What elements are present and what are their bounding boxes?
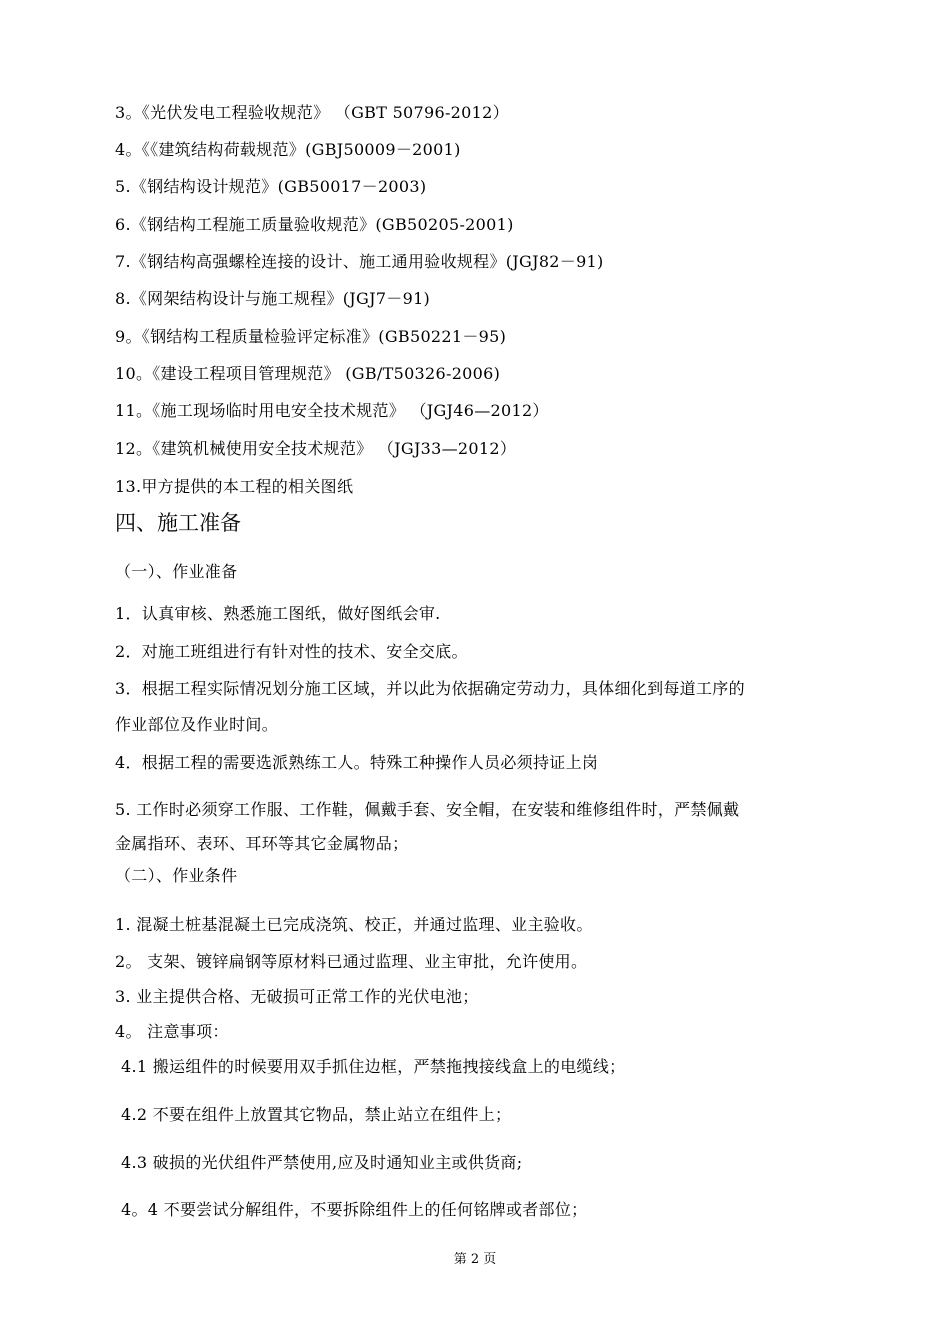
note-item: 4。4 不要尝试分解组件，不要拆除组件上的任何铭牌或者部位； [121, 1200, 588, 1219]
ref-item: 7.《钢结构高强螺栓连接的设计、施工通用验收规程》(JGJ82－91) [115, 252, 604, 271]
prep-item: 4．根据工程的需要选派熟练工人。特殊工种操作人员必须持证上岗 [115, 753, 599, 772]
note-item: 4.3 破损的光伏组件严禁使用,应及时通知业主或供货商; [121, 1153, 523, 1172]
condition-item: 3. 业主提供合格、无破损可正常工作的光伏电池； [115, 987, 479, 1006]
prep-item-continued: 作业部位及作业时间。 [115, 715, 279, 734]
page-number: 第 2 页 [453, 1252, 497, 1267]
subsection-title: （一）、作业准备 [115, 562, 238, 581]
ref-item: 12。《建筑机械使用安全技术规范》 （JGJ33—2012） [115, 439, 517, 458]
note-item: 4.2 不要在组件上放置其它物品，禁止站立在组件上； [121, 1105, 512, 1124]
prep-item: 5. 工作时必须穿工作服、工作鞋，佩戴手套、安全帽，在安装和维修组件时，严禁佩戴 [115, 800, 740, 819]
ref-item: 10。《建设工程项目管理规范》 (GB/T50326-2006) [115, 364, 501, 383]
section-title: 四、施工准备 [115, 511, 241, 535]
condition-item: 4。 注意事项： [115, 1022, 229, 1041]
ref-item: 11。《施工现场临时用电安全技术规范》 （JGJ46—2012） [115, 401, 549, 420]
subsection-title: （二）、作业条件 [115, 866, 238, 885]
prep-item: 2．对施工班组进行有针对性的技术、安全交底。 [115, 642, 468, 661]
prep-item-continued: 金属指环、表环、耳环等其它金属物品； [115, 834, 409, 853]
ref-item: 4。《《建筑结构荷载规范》(GBJ50009－2001) [115, 140, 461, 159]
prep-item: 3．根据工程实际情况划分施工区域，并以此为依据确定劳动力，具体细化到每道工序的 [115, 679, 745, 698]
ref-item: 5.《钢结构设计规范》(GB50017－2003) [115, 177, 427, 196]
note-item: 4.1 搬运组件的时候要用双手抓住边框，严禁拖拽接线盒上的电缆线； [121, 1057, 626, 1076]
condition-item: 1. 混凝土桩基混凝土已完成浇筑、校正，并通过监理、业主验收。 [115, 915, 593, 934]
ref-item: 8.《网架结构设计与施工规程》(JGJ7－91) [115, 289, 431, 308]
condition-item: 2。 支架、镀锌扁钢等原材料已通过监理、业主审批，允许使用。 [115, 952, 588, 971]
ref-item: 3。《光伏发电工程验收规范》 （GBT 50796-2012） [115, 103, 509, 122]
ref-item: 6.《钢结构工程施工质量验收规范》(GB50205-2001) [115, 215, 514, 234]
ref-item: 9。《钢结构工程质量检验评定标准》(GB50221－95) [115, 327, 507, 346]
prep-item: 1．认真审核、熟悉施工图纸，做好图纸会审. [115, 604, 441, 623]
ref-item: 13.甲方提供的本工程的相关图纸 [115, 477, 354, 496]
